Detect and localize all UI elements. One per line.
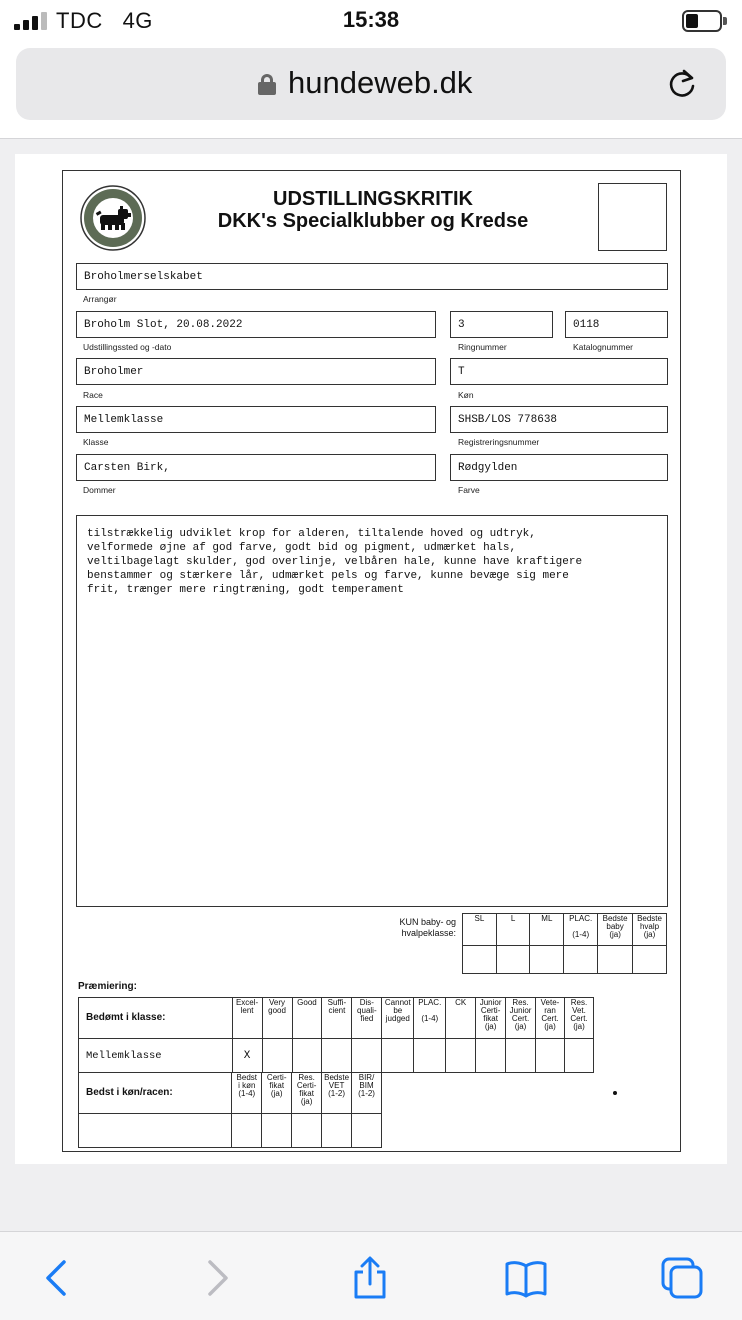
klasse-header: Dis- quali- fied xyxy=(352,998,382,1039)
lock-icon xyxy=(258,74,276,94)
kun-cell xyxy=(530,946,564,974)
bedst-table xyxy=(78,1072,382,1148)
kun-header: Bedste hvalp (ja) xyxy=(633,914,667,946)
bedoemt-label: Bedømt i klasse: xyxy=(79,998,233,1039)
race-field: Broholmer xyxy=(76,358,436,385)
kun-cell xyxy=(496,946,530,974)
klasse-value xyxy=(476,1039,506,1073)
chevron-right-icon[interactable] xyxy=(196,1256,240,1300)
klasse-value xyxy=(322,1039,352,1073)
katalog-field: 0118 xyxy=(565,311,668,338)
klasse-value xyxy=(382,1039,414,1073)
bedst-cell xyxy=(352,1114,382,1148)
klasse-value xyxy=(292,1039,322,1073)
koen-field: T xyxy=(450,358,668,385)
katalog-label: Katalognummer xyxy=(573,342,634,352)
klasse-header: Res. Vet. Cert. (ja) xyxy=(564,998,593,1039)
carrier: TDC 4G xyxy=(56,8,153,33)
ring-field: 3 xyxy=(450,311,553,338)
bedst-header: BIR/ BIM (1-2) xyxy=(352,1073,382,1114)
bedst-header: Bedst i køn (1-4) xyxy=(232,1073,262,1114)
klasse-value xyxy=(352,1039,382,1073)
bedst-cell xyxy=(262,1114,292,1148)
klasse-header: Junior Certi- fikat (ja) xyxy=(476,998,506,1039)
bottom-toolbar xyxy=(0,1231,742,1320)
bedst-header: Bedste VET (1-2) xyxy=(322,1073,352,1114)
kun-header: L xyxy=(496,914,530,946)
farve-field: Rødgylden xyxy=(450,454,668,481)
kun-cell xyxy=(564,946,598,974)
kun-header: Bedste baby (ja) xyxy=(598,914,633,946)
klasse-header: CK xyxy=(446,998,476,1039)
status-bar xyxy=(0,0,742,42)
dommer-label: Dommer xyxy=(83,485,116,495)
klasse-value xyxy=(414,1039,446,1073)
battery-icon xyxy=(682,10,728,32)
kun-header: PLAC. (1-4) xyxy=(564,914,598,946)
klasse-value xyxy=(262,1039,292,1073)
klasse-value xyxy=(506,1039,536,1073)
kun-cell xyxy=(633,946,667,974)
sted-field: Broholm Slot, 20.08.2022 xyxy=(76,311,436,338)
klasse-value xyxy=(536,1039,565,1073)
reg-label: Registreringsnummer xyxy=(458,437,540,447)
photo-box xyxy=(598,183,667,251)
klasse-header: Suffi- cient xyxy=(322,998,352,1039)
klasse-row-label: Mellemklasse xyxy=(79,1039,233,1073)
bedst-cell xyxy=(79,1114,232,1148)
url-text[interactable]: hundeweb.dk xyxy=(288,65,473,100)
koen-label: Køn xyxy=(458,390,474,400)
kun-cell xyxy=(463,946,497,974)
bedst-label: Bedst i køn/racen: xyxy=(79,1073,232,1114)
klasse-header: Very good xyxy=(262,998,292,1039)
reg-field: SHSB/LOS 778638 xyxy=(450,406,668,433)
tabs-icon[interactable] xyxy=(660,1256,704,1300)
form-title: UDSTILLINGSKRITIK xyxy=(273,188,473,210)
klasse-header: Cannot be judged xyxy=(382,998,414,1039)
critique-text: tilstrækkelig udviklet krop for alderen, tiltalende hoved og udtryk, velformede øjne af god farve, godt bid og pigment, udmærket hals, veltilbagelagt skulder, god overlinje, velbåren hale, kunne have kraftigere benstammer og stærkere lår, udmærket pels og farve, kunne bevæge sig mere frit, trænger mere ringtræning, godt temperament xyxy=(76,515,668,907)
book-icon[interactable] xyxy=(504,1256,548,1300)
race-label: Race xyxy=(83,390,103,400)
sted-label: Udstillingssted og -dato xyxy=(83,342,172,352)
bedst-cell xyxy=(232,1114,262,1148)
kun-header: SL xyxy=(463,914,497,946)
klasse-value xyxy=(446,1039,476,1073)
arrangoer-label: Arrangør xyxy=(83,294,117,304)
klasse-value xyxy=(564,1039,593,1073)
reload-icon[interactable] xyxy=(664,66,700,102)
arrangoer-field: Broholmerselskabet xyxy=(76,263,668,290)
klasse-table xyxy=(78,997,594,1073)
dommer-field: Carsten Birk, xyxy=(76,454,436,481)
kun-header: ML xyxy=(530,914,564,946)
kun-table xyxy=(462,913,667,974)
bedst-cell xyxy=(292,1114,322,1148)
praemiering-label: Præmiering: xyxy=(78,981,137,992)
clock: 15:38 xyxy=(342,7,400,32)
kun-cell xyxy=(598,946,633,974)
address-bar[interactable] xyxy=(16,48,726,120)
bedst-header: Certi- fikat (ja) xyxy=(262,1073,292,1114)
ring-label: Ringnummer xyxy=(458,342,507,352)
kun-label: KUN baby- og hvalpeklasse: xyxy=(399,917,456,938)
klasse-value: X xyxy=(232,1039,262,1073)
form-subtitle: DKK's Specialklubber og Kredse xyxy=(217,210,529,232)
klasse-header: Good xyxy=(292,998,322,1039)
bedst-header: Res. Certi- fikat (ja) xyxy=(292,1073,322,1114)
klasse-label: Klasse xyxy=(83,437,109,447)
klasse-header: Excel- lent xyxy=(232,998,262,1039)
chevron-left-icon[interactable] xyxy=(36,1256,80,1300)
kennel-club-logo xyxy=(80,185,146,251)
share-icon[interactable] xyxy=(348,1256,392,1300)
farve-label: Farve xyxy=(458,485,480,495)
dot-mark xyxy=(613,1091,617,1095)
klasse-header: Res. Junior Cert. (ja) xyxy=(506,998,536,1039)
klasse-header: Vete- ran Cert. (ja) xyxy=(536,998,565,1039)
bedst-cell xyxy=(322,1114,352,1148)
klasse-header: PLAC. (1-4) xyxy=(414,998,446,1039)
klasse-field: Mellemklasse xyxy=(76,406,436,433)
